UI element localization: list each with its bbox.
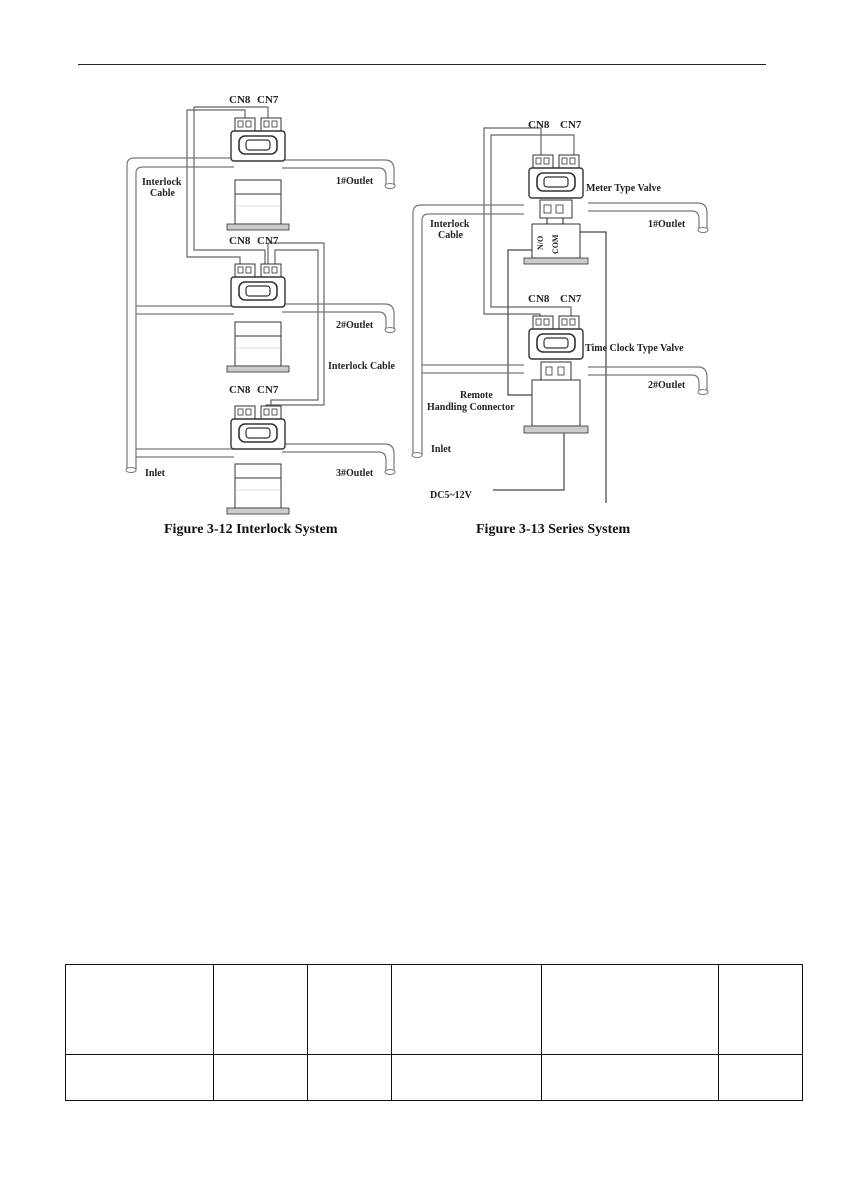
cn7-label-1: CN7	[257, 94, 279, 106]
no-terminal-label: N/O	[536, 235, 545, 250]
table-cell	[392, 1055, 542, 1101]
interlock-cable-label-b: Cable	[150, 188, 175, 199]
cn7-label-3: CN7	[257, 384, 279, 396]
table-cell	[719, 1055, 803, 1101]
figure-3-13-caption: Figure 3-13 Series System	[476, 522, 631, 537]
figure-3-12-caption: Figure 3-12 Interlock System	[164, 522, 338, 537]
inlet-label: Inlet	[145, 468, 165, 479]
outlet1-pipe-end	[385, 184, 395, 189]
interlock-cable-label-right-a: Interlock	[430, 219, 470, 230]
outlet2-label: 2#Outlet	[336, 320, 374, 331]
outlet1-label: 1#Outlet	[336, 176, 374, 187]
table-cell	[542, 965, 719, 1055]
time-clock-type-valve	[524, 316, 588, 433]
table-cell	[542, 1055, 719, 1101]
table-cell	[66, 1055, 214, 1101]
interlock-cable-label-right-b: Cable	[438, 230, 463, 241]
table-row	[66, 1055, 803, 1101]
outlet1-label-right: 1#Outlet	[648, 219, 686, 230]
interlock-cable-label-a: Interlock	[142, 177, 182, 188]
outlet2-pipe-end-right	[698, 390, 708, 395]
cn7-label-timeclock: CN7	[560, 293, 582, 305]
time-clock-valve-label: Time Clock Type Valve	[585, 343, 684, 354]
valve-1	[227, 118, 289, 230]
outlet1-pipe-end-right	[698, 228, 708, 233]
outlet3-label: 3#Outlet	[336, 468, 374, 479]
cn8-label-meter: CN8	[528, 119, 550, 131]
spec-table	[65, 964, 803, 1101]
figure-interlock-system	[126, 94, 396, 537]
meter-type-valve-label: Meter Type Valve	[586, 183, 661, 194]
cn8-label-3: CN8	[229, 384, 251, 396]
com-terminal-label: COM	[551, 234, 560, 254]
table-cell	[719, 965, 803, 1055]
interlock-cable-label: Interlock Cable	[328, 361, 395, 372]
outlet2-pipe-end	[385, 328, 395, 333]
valve-3	[227, 406, 289, 514]
table-cell	[66, 965, 214, 1055]
table-cell	[392, 965, 542, 1055]
cn7-label-meter: CN7	[560, 119, 582, 131]
figure-series-system	[412, 119, 708, 537]
cn8-label-2: CN8	[229, 235, 251, 247]
table-cell	[214, 1055, 308, 1101]
valve-2	[227, 264, 289, 372]
table-cell	[308, 1055, 392, 1101]
cn7-label-2: CN7	[257, 235, 279, 247]
cn8-label-timeclock: CN8	[528, 293, 550, 305]
remote-connector-label-b: Handling Connector	[427, 402, 515, 413]
outlet3-pipe-end	[385, 470, 395, 475]
table-cell	[308, 965, 392, 1055]
inlet-pipe-end	[126, 468, 136, 473]
inlet-label-right: Inlet	[431, 444, 451, 455]
power-supply-label: DC5~12V	[430, 490, 472, 501]
remote-connector-label-a: Remote	[460, 390, 493, 401]
table-row	[66, 965, 803, 1055]
table-cell	[214, 965, 308, 1055]
outlet2-label-right: 2#Outlet	[648, 380, 686, 391]
inlet-pipe-end-right	[412, 453, 422, 458]
cn8-label-1: CN8	[229, 94, 251, 106]
